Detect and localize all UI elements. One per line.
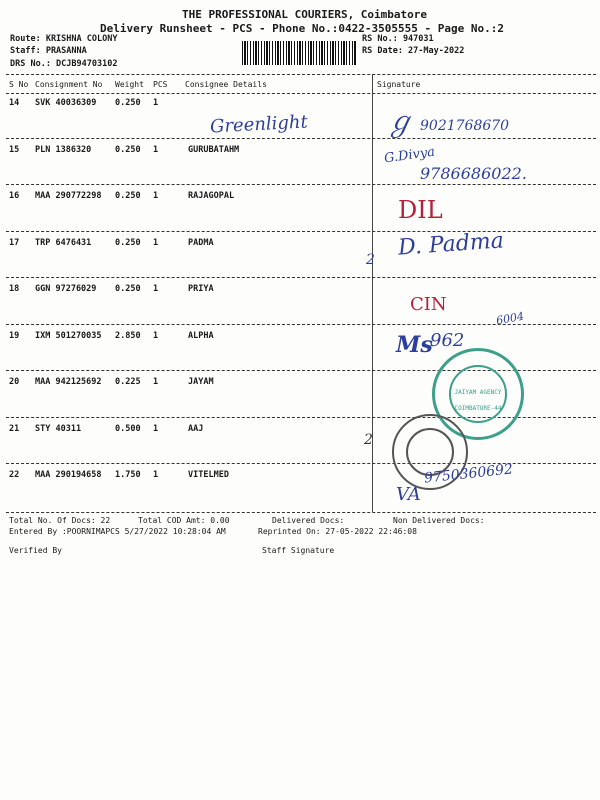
row-consignment: IXM 501270035: [35, 330, 102, 341]
non-delivered-docs: Non Delivered Docs:: [393, 516, 485, 525]
total-docs: Total No. Of Docs: 22: [9, 516, 111, 525]
row-consignment: MAA 290194658: [35, 470, 102, 480]
signature-17: D. Padma: [397, 228, 505, 261]
row-consignee: RAJAGOPAL: [188, 191, 235, 201]
row-pcs: 1: [153, 284, 159, 294]
total-cod: Total COD Amt: 0.00: [138, 516, 230, 525]
signature-14-mark: ℊ: [386, 105, 415, 138]
col-sno: S No: [9, 80, 29, 89]
row-weight: 0.250: [115, 98, 141, 108]
signature-22: 9750360692: [423, 461, 514, 487]
staff-label: Staff: PRASANNA: [10, 46, 87, 56]
signature-21-mark: 2: [364, 432, 373, 448]
signature-22-mark: VA: [396, 484, 421, 505]
table-top-line: [6, 74, 596, 75]
row-weight: 1.750: [115, 470, 141, 480]
row-consignment: PLN 1386320: [35, 144, 92, 155]
row-weight: 0.500: [115, 423, 141, 434]
row-consignee: PADMA: [188, 237, 214, 248]
row-consignee: ALPHA: [188, 330, 214, 341]
row-sno: 17: [9, 237, 20, 248]
col-consignee: Consignee Details: [185, 80, 267, 89]
staff-signature: Staff Signature: [262, 546, 335, 555]
signature-16: DIL: [398, 196, 443, 224]
row-pcs: 1: [153, 423, 159, 434]
row-separator: [6, 277, 596, 278]
row-sno: 21: [9, 423, 20, 434]
row-sno: 16: [9, 191, 20, 201]
row-weight: 2.850: [115, 330, 141, 341]
reprinted-on: Reprinted On: 27-05-2022 22:46:08: [258, 527, 417, 536]
signature-19-extra: 6004: [495, 309, 525, 328]
row-pcs: 1: [153, 237, 159, 248]
row-consignment: TRP 6476431: [35, 237, 92, 248]
signature-17-mark: 2: [366, 252, 375, 268]
col-signature: Signature: [377, 80, 421, 89]
row-pcs: 1: [153, 470, 159, 480]
table-header-line: [6, 93, 596, 94]
row-consignment: MAA 942125692: [35, 377, 102, 387]
row-sno: 15: [9, 144, 20, 155]
row-consignment: MAA 290772298: [35, 191, 102, 201]
drs-number: DRS No.: DCJB94703102: [10, 59, 118, 69]
row-pcs: 1: [153, 377, 159, 387]
barcode: [242, 41, 356, 65]
signature-18: CIN: [410, 294, 447, 315]
row-consignment: STY 40311: [35, 423, 82, 434]
row-weight: 0.250: [115, 144, 141, 155]
row-sno: 20: [9, 377, 20, 387]
row-pcs: 1: [153, 144, 159, 155]
row-consignment: GGN 97276029: [35, 284, 97, 294]
row-consignment: SVK 40036309: [35, 98, 97, 108]
col-consignment: Consignment No: [35, 80, 103, 89]
table-bottom-line: [6, 512, 596, 513]
agency-stamp-text: JAIYAM AGENCY COIMBATORE-44: [454, 389, 502, 412]
row-pcs: 1: [153, 191, 159, 201]
company-name: THE PROFESSIONAL COURIERS, Coimbatore: [182, 8, 428, 21]
row-consignee: JAYAM: [188, 377, 214, 387]
row-weight: 0.250: [115, 237, 141, 248]
row-consignee: PRIYA: [188, 284, 214, 294]
row-consignee: AAJ: [188, 423, 204, 434]
delivered-docs: Delivered Docs:: [272, 516, 345, 525]
row-pcs: 1: [153, 98, 159, 108]
entered-by: Entered By :POORNIMAPCS 5/27/2022 10:28:04 AM: [9, 527, 226, 536]
handwritten-consignee-14: Greenlight: [209, 111, 309, 138]
row-sno: 14: [9, 98, 20, 108]
row-separator: [6, 138, 596, 139]
runsheet-subtitle: Delivery Runsheet - PCS - Phone No.:0422-3505555 - Page No.:2: [100, 22, 504, 35]
row-sno: 18: [9, 284, 20, 294]
row-weight: 0.250: [115, 191, 141, 201]
row-pcs: 1: [153, 330, 159, 341]
row-separator: [6, 231, 596, 232]
row-consignee: GURUBATAHM: [188, 144, 240, 155]
signature-19-mark: Ms: [396, 332, 433, 358]
col-weight: Weight: [115, 80, 144, 89]
rs-date: RS Date: 27-May-2022: [362, 46, 465, 56]
row-separator: [6, 184, 596, 185]
signature-19: 962: [430, 330, 465, 351]
row-sno: 19: [9, 330, 20, 341]
rs-number: RS No.: 947031: [362, 34, 434, 44]
verified-by: Verified By: [9, 546, 62, 555]
route-label: Route: KRISHNA COLONY: [10, 34, 118, 44]
col-pcs: PCS: [153, 80, 168, 89]
row-weight: 0.225: [115, 377, 141, 387]
row-consignee: VITELMED: [188, 470, 229, 480]
row-weight: 0.250: [115, 284, 141, 294]
row-sno: 22: [9, 470, 20, 480]
signature-15-name: G.Divya: [383, 144, 436, 167]
signature-14-phone: 9021768670: [420, 118, 510, 134]
signature-15-phone: 9786686022.: [420, 164, 527, 183]
